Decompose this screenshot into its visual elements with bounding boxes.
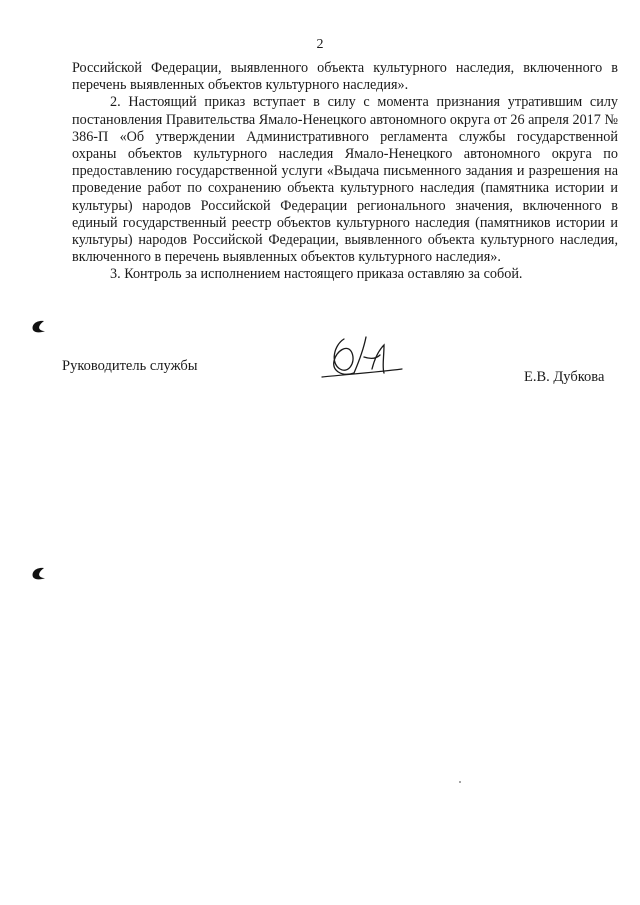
- signature-block: [0, 355, 640, 395]
- document-body: [72, 60, 618, 284]
- page-number: 2: [316, 37, 324, 52]
- signatory-name: Е.В. Дубкова: [524, 369, 605, 385]
- punch-hole-mark: [30, 565, 46, 581]
- signatory-title: Руководитель службы: [62, 358, 198, 374]
- paragraph-continuation: Российской Федерации, выявленного объекта культурного наследия, включенного в перечень выявленных объектов культурного наследия».: [72, 60, 618, 94]
- scan-speck: [459, 781, 461, 783]
- punch-hole-mark: [30, 318, 46, 334]
- paragraph-2: 2. Настоящий приказ вступает в силу с момента признания утратившим силу постановления Правительства Ямало-Ненецкого автономного округа от 26 апреля 2017 № 386-П «Об утверждении Административного регламента службы государственной охраны объектов культурного наследия Ямало-Ненецкого автономного округа по предоставлению государственной услуги «Выдача письменного задания и разрешения на проведение работ по сохранению объекта культурного наследия (памятника истории и культуры) народов Российской Федерации регионального значения, включенного в единый государственный реестр объектов культурного наследия (памятников истории и культуры) народов Российской Федерации, выявленного объекта культурного наследия, включенного в перечень выявленных объектов культурного наследия».: [72, 94, 618, 266]
- handwritten-signature: [320, 329, 410, 391]
- paragraph-3: 3. Контроль за исполнением настоящего приказа оставляю за собой.: [110, 266, 523, 283]
